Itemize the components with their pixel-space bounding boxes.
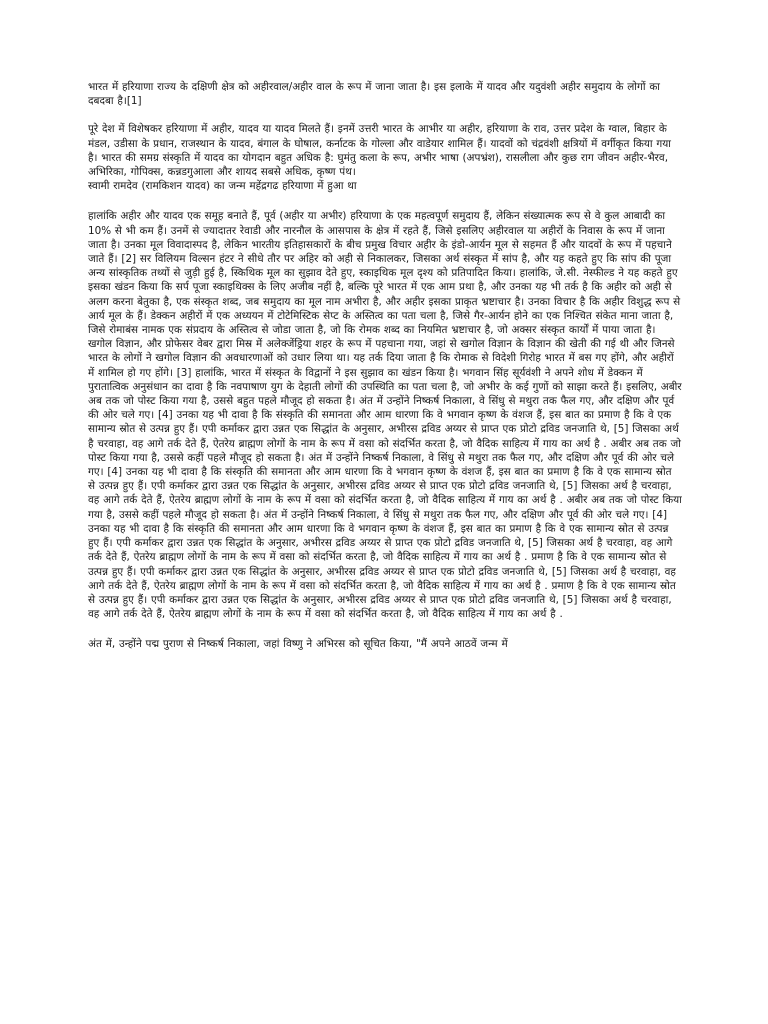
paragraph-ramdev: स्वामी रामदेव (रामकिशन यादव) का जन्म महेंद्रगढ हरियाणा में हुआ था [88, 180, 357, 193]
paragraph-communities: पूरे देश में विशेषकर हरियाणा में अहीर, यादव या यादव मिलते हैं। इनमें उत्तरी भारत के आभीर या अहीर, हरियाणा के राव, उत्तर प्रदेश के ग्वाल, बिहार के मंडल, उडीसा के प्रधान, राजस्थान के यादव, बंगाल के घोषाल, कर्नाटक के गोल्ला और वाडेयार शामिल हैं। यादवों को चंद्रवंशी क्षत्रियों में वर्गीकृत किया गया है। भारत की समग्र संस्कृति में यादव का योगदान बहुत अधिक है: घुमंतु कला के रूप, अभीर भाषा (अपभ्रंश), रासलीला और कुछ राग जीवन अहीर-भैरव, अभिरिका, गोपिक्स, कन्नडगुआला और शायद सबसे अधिक, कृष्ण पंथ। [88, 123, 671, 179]
paragraph-intro: भारत में हरियाणा राज्य के दक्षिणी क्षेत्र को अहीरवाल/अहीर वाल के रूप में जाना जाता है। इस इलाके में यादव और यदुवंशी अहीर समुदाय के लोगों का दबदबा है।[1] [88, 81, 660, 108]
paragraph-conclusion: अंत में, उन्होंने पद्म पुराण से निष्कर्ष निकाला, जहां विष्णु ने अभिरस को सूचित किया, "मैं अपने आठवें जन्म में [88, 638, 508, 651]
paragraph-origin: हालांकि अहीर और यादव एक समूह बनाते हैं, पूर्व (अहीर या अभीर) हरियाणा के एक महत्वपूर्ण समुदाय हैं, लेकिन संख्यात्मक रूप से वे कुल आबादी का 10% से भी कम हैं। उनमें से ज्यादातर रेवाडी और नारनौल के आसपास के क्षेत्र में रहते हैं, जिसे इसलिए अहीरवाल या अहीरों के निवास के रूप में जाना जाता है। उनका मूल विवादास्पद है, लेकिन भारतीय इतिहासकारों के बीच प्रमुख विचार अहीर के इंडो-आर्यन मूल से सहमत हैं और यादवों के रूप में पहचाने जाते हैं। [2] सर विलियम विल्सन हंटर ने सीधे तौर पर अहिर को अही से निकालकर, जिसका अर्थ संस्कृत में सांप है, और यह कहते हुए कि सांप की पूजा अन्य सांस्कृतिक तथ्यों से जुड़ी हुई है, स्किथिक मूल का सुझाव देते हुए, स्काइथिक मूल दृश्य को प्रतिपादित किया। हालांकि, जे.सी. नेस्फील्ड ने यह कहते हुए इसका खंडन किया कि सर्प पूजा स्काइथिक्स के लिए अजीब नहीं है, बल्कि पूरे भारत में एक आम प्रथा है, और उनका यह भी तर्क है कि अहीर को अही से अलग करना बेतुका है, एक संस्कृत शब्द, जब समुदाय का मूल नाम अभीरा है, और अहीर इसका प्राकृत भ्रष्टाचार है। उनका विचार है कि अहीर विशुद्ध रूप से आर्य मूल के हैं। डेक्कन अहीरों में एक अध्ययन में टोटेमिस्टिक सेप्ट के अस्तित्व का पता चला है, जिसे गैर-आर्यन होने का एक निश्चित संकेत माना जाता है, जिसे रोमाबंस नामक एक संप्रदाय के अस्तित्व से जोडा जाता है, जो कि रोमक शब्द का नियमित भ्रष्टाचार है, जो अक्सर संस्कृत कार्यों में पाया जाता है। खगोल विज्ञान, और प्रोफेसर वेबर द्वारा मिस्र में अलेक्जेंड्रिया शहर के रूप में पहचाना गया, जहां से खगोल विज्ञान के विज्ञान की खेती की गई थी और जिनसे भारत के लोगों ने खगोल विज्ञान की अवधारणाओं को उधार लिया था। यह तर्क दिया जाता है कि रोमाक से विदेशी गिरोह भारत में बस गए होंगे, और अहीरों में शामिल हो गए होंगे। [3] हालांकि, भारत में संस्कृत के विद्वानों ने इस सुझाव का खंडन किया है। भगवान सिंह सूर्यवंशी ने अपने शोध में डेक्कन में पुरातात्विक अनुसंधान का दावा है कि नवपाषाण युग के देहाती लोगों की उपस्थिति का पता चला है, जो अभीर के कई गुणों को साझा करते हैं। इसलिए, अबीर अब तक जो पोस्ट किया गया है, उससे बहुत पहले मौजूद हो सकता है। अंत में उन्होंने निष्कर्ष निकाला, वे सिंधु से मथुरा तक फैल गए, और दक्षिण और पूर्व की ओर चले गए। [4] उनका यह भी दावा है कि संस्कृति की समानता और आम धारणा कि वे भगवान कृष्ण के वंशज हैं, इस बात का प्रमाण है कि वे एक सामान्य स्रोत से उत्पन्न हुए हैं। एपी कर्माकर द्वारा उन्नत एक सिद्धांत के अनुसार, अभीरस द्रविड अय्यर से प्राप्त एक प्रोटो द्रविड जनजाति थे, [5] जिसका अर्थ है चरवाहा, वह आगे तर्क देते हैं, ऐतरेय ब्राह्मण लोगों के नाम के रूप में वसा को संदर्भित करता है, जो वैदिक साहित्य में गाय का अर्थ है . अबीर अब तक जो पोस्ट किया गया है, उससे कहीं पहले मौजूद हो सकता है। अंत में उन्होंने निष्कर्ष निकाला, वे सिंधु से मथुरा तक फैल गए, और दक्षिण और पूर्व की ओर चले गए। [4] उनका यह भी दावा है कि संस्कृति की समानता और आम धारणा कि वे भगवान कृष्ण के वंशज हैं, इस बात का प्रमाण है कि वे एक सामान्य स्रोत से उत्पन्न हुए हैं। एपी कर्माकर द्वारा उन्नत एक सिद्धांत के अनुसार, अभीरस द्रविड अय्यर से प्राप्त एक प्रोटो द्रविड जनजाति थे, [5] जिसका अर्थ है चरवाहा, वह आगे तर्क देते हैं, ऐतरेय ब्राह्मण लोगों के नाम के रूप में वसा को संदर्भित करता है, जो वैदिक साहित्य में गाय का अर्थ है . अबीर अब तक जो पोस्ट किया गया है, उससे कहीं पहले मौजूद हो सकता है। अंत में उन्होंने निष्कर्ष निकाला, वे सिंधु से मथुरा तक फैल गए, और दक्षिण और पूर्व की ओर चले गए। [4] उनका यह भी दावा है कि संस्कृति की समानता और आम धारणा कि वे भगवान कृष्ण के वंशज हैं, इस बात का प्रमाण है कि वे एक सामान्य स्रोत से उत्पन्न हुए हैं। एपी कर्माकर द्वारा उन्नत एक सिद्धांत के अनुसार, अभीरस द्रविड अय्यर से प्राप्त एक प्रोटो द्रविड जनजाति थे, [5] जिसका अर्थ है चरवाहा, वह आगे तर्क देते हैं, ऐतरेय ब्राह्मण लोगों के नाम के रूप में वसा को संदर्भित करता है, जो वैदिक साहित्य में गाय का अर्थ है . प्रमाण है कि वे एक सामान्य स्रोत से उत्पन्न हुए हैं। एपी कर्माकर द्वारा उन्नत एक सिद्धांत के अनुसार, अभीरस द्रविड अय्यर से प्राप्त एक प्रोटो द्रविड जनजाति थे, [5] जिसका अर्थ है चरवाहा, वह आगे तर्क देते हैं, ऐतरेय ब्राह्मण लोगों के नाम के रूप में वसा को संदर्भित करता है, जो वैदिक साहित्य में गाय का अर्थ है . प्रमाण है कि वे एक सामान्य स्रोत से उत्पन्न हुए हैं। एपी कर्माकर द्वारा उन्नत एक सिद्धांत के अनुसार, अभीरस द्रविड अय्यर से प्राप्त एक प्रोटो द्रविड जनजाति थे, [5] जिसका अर्थ है चरवाहा, वह आगे तर्क देते हैं, ऐतरेय ब्राह्मण लोगों के नाम के रूप में वसा को संदर्भित करता है, जो वैदिक साहित्य में गाय का अर्थ है . [88, 210, 682, 621]
